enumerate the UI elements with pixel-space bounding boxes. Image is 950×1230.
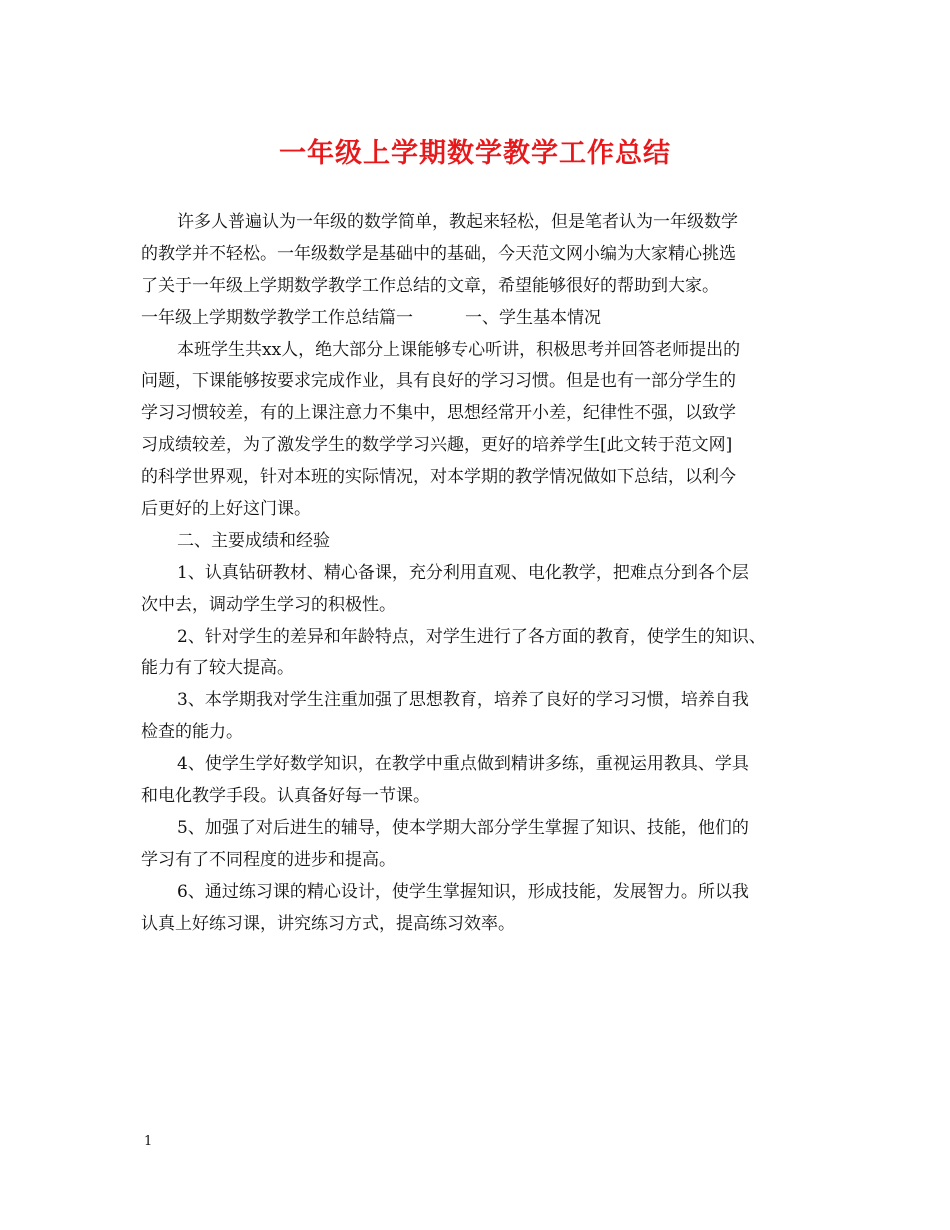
section-heading-line	[141, 303, 821, 335]
paragraph-line: 许多人普遍认为一年级的数学简单，教起来轻松，但是笔者认为一年级数学	[177, 212, 738, 232]
paragraph-line: 了关于一年级上学期数学教学工作总结的文章，希望能够很好的帮助到大家。	[141, 275, 719, 296]
paragraph-line: 的科学世界观，针对本班的实际情况，对本学期的教学情况做如下总结，以利今	[141, 467, 736, 488]
paragraph-line: 学习有了不同程度的进步和提高。	[141, 849, 396, 870]
document-title: 一年级上学期数学教学工作总结	[279, 138, 671, 169]
section-heading: 二、主要成绩和经验	[177, 530, 330, 551]
paragraph-line: 3、本学期我对学生注重加强了思想教育，培养了良好的学习习惯，培养自我	[177, 690, 749, 711]
paragraph-line: 本班学生共xx人，绝大部分上课能够专心听讲，积极思考并回答老师提出的	[177, 339, 741, 360]
paragraph-line: 后更好的上好这门课。	[141, 499, 311, 520]
document-body	[141, 207, 821, 940]
paragraph-line: 次中去，调动学生学习的积极性。	[141, 594, 396, 615]
paragraph-line: 1、认真钻研教材、精心备课，充分利用直观、电化教学，把难点分到各个层	[177, 562, 749, 583]
paragraph-line: 问题，下课能够按要求完成作业，具有良好的学习习惯。但是也有一部分学生的	[141, 371, 736, 392]
page-number: 1	[144, 1134, 153, 1149]
paragraph-line: 4、使学生学好数学知识，在教学中重点做到精讲多练，重视运用教具、学具	[177, 754, 749, 775]
paragraph-line: 5、加强了对后进生的辅导，使本学期大部分学生掌握了知识、技能，他们的	[177, 817, 749, 838]
paragraph-line: 认真上好练习课，讲究练习方式，提高练习效率。	[141, 913, 515, 934]
article-heading: 一年级上学期数学教学工作总结篇一	[141, 307, 413, 328]
paragraph-line: 习成绩较差，为了激发学生的数学学习兴趣，更好的培养学生[此文转于范文网]	[141, 435, 733, 456]
paragraph-line: 2、针对学生的差异和年龄特点，对学生进行了各方面的教育，使学生的知识、	[177, 626, 766, 647]
paragraph-line: 6、通过练习课的精心设计，使学生掌握知识，形成技能，发展智力。所以我	[177, 881, 749, 902]
paragraph-line: 学习习惯较差，有的上课注意力不集中，思想经常开小差，纪律性不强，以致学	[141, 403, 736, 424]
paragraph-line: 能力有了较大提高。	[141, 658, 294, 679]
paragraph-line: 检查的能力。	[141, 722, 243, 743]
section-heading: 一、学生基本情况	[465, 307, 601, 328]
paragraph-line: 和电化教学手段。认真备好每一节课。	[141, 786, 430, 807]
paragraph-line: 的教学并不轻松。一年级数学是基础中的基础，今天范文网小编为大家精心挑选	[141, 243, 736, 264]
